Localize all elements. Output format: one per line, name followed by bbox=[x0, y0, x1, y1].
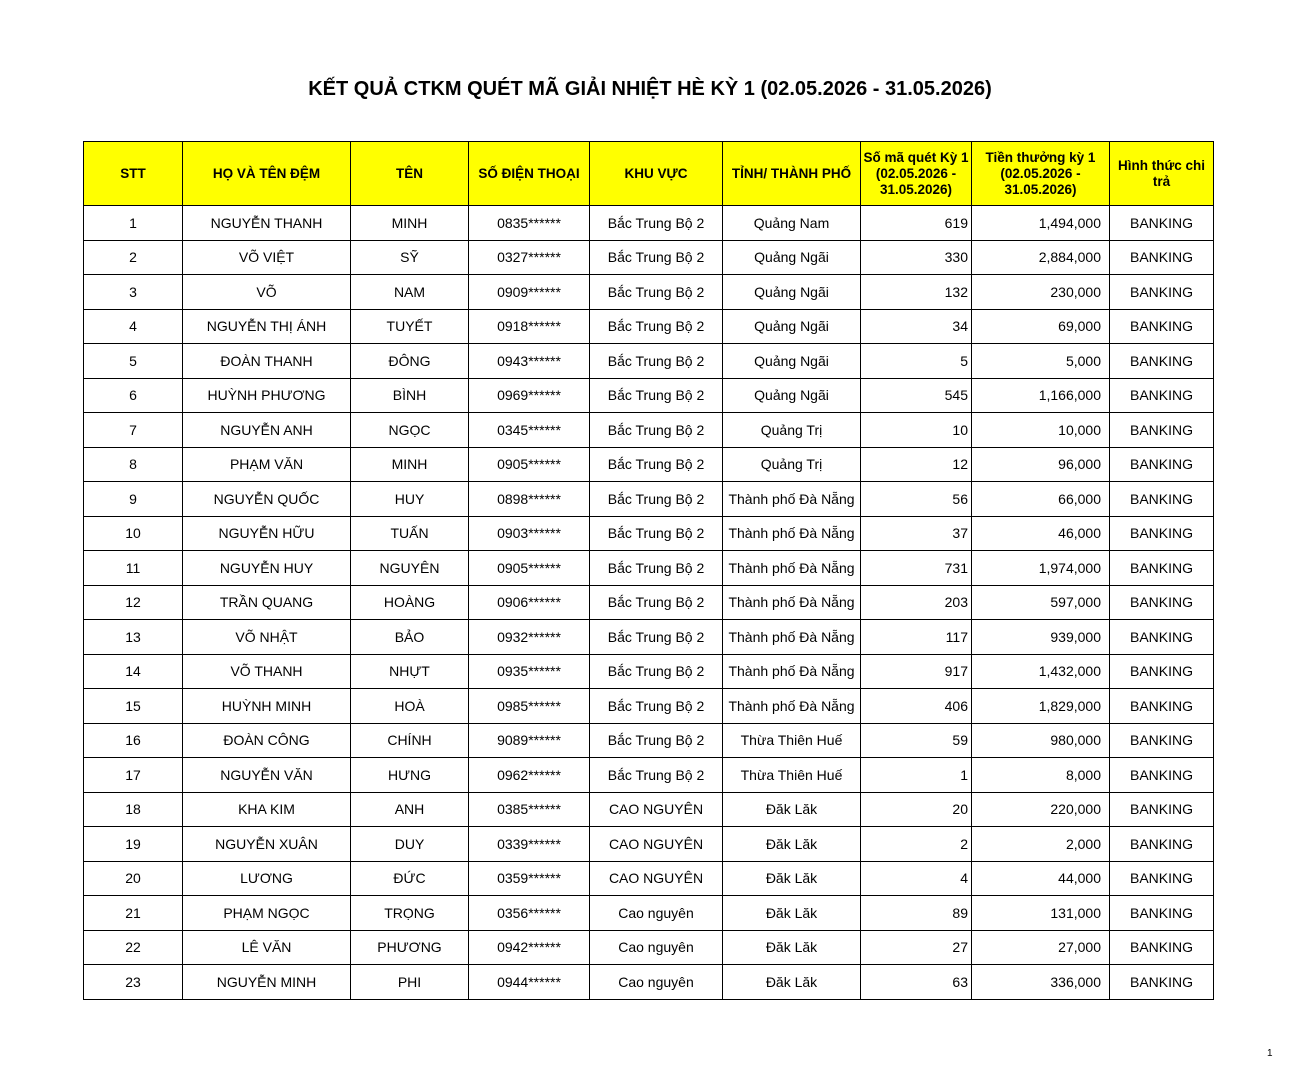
cell-khu-vuc: Bắc Trung Bộ 2 bbox=[590, 206, 723, 241]
header-row bbox=[84, 142, 1214, 206]
cell-khu-vuc: Bắc Trung Bộ 2 bbox=[590, 344, 723, 379]
cell-stt: 15 bbox=[84, 689, 183, 724]
cell-stt: 12 bbox=[84, 585, 183, 620]
cell-ten: NGỌC bbox=[351, 413, 469, 448]
cell-khu-vuc: Bắc Trung Bộ 2 bbox=[590, 654, 723, 689]
cell-tinh-thanh-pho: Đăk Lăk bbox=[723, 965, 861, 1000]
cell-so-dien-thoai: 0339****** bbox=[469, 827, 590, 862]
cell-so-dien-thoai: 0327****** bbox=[469, 240, 590, 275]
cell-tien-thuong: 220,000 bbox=[972, 792, 1110, 827]
table-row bbox=[84, 723, 1214, 758]
cell-so-dien-thoai: 0385****** bbox=[469, 792, 590, 827]
cell-so-ma-quet: 917 bbox=[861, 654, 972, 689]
cell-stt: 18 bbox=[84, 792, 183, 827]
cell-ten: PHƯƠNG bbox=[351, 930, 469, 965]
cell-so-ma-quet: 5 bbox=[861, 344, 972, 379]
cell-ho-ten-dem: HUỲNH MINH bbox=[183, 689, 351, 724]
cell-so-ma-quet: 619 bbox=[861, 206, 972, 241]
cell-tien-thuong: 939,000 bbox=[972, 620, 1110, 655]
cell-tien-thuong: 2,000 bbox=[972, 827, 1110, 862]
cell-khu-vuc: Cao nguyên bbox=[590, 930, 723, 965]
cell-so-dien-thoai: 0944****** bbox=[469, 965, 590, 1000]
cell-ho-ten-dem: TRẦN QUANG bbox=[183, 585, 351, 620]
cell-khu-vuc: Bắc Trung Bộ 2 bbox=[590, 482, 723, 517]
cell-ten: PHI bbox=[351, 965, 469, 1000]
cell-tinh-thanh-pho: Thành phố Đà Nẵng bbox=[723, 689, 861, 724]
cell-stt: 8 bbox=[84, 447, 183, 482]
cell-khu-vuc: Bắc Trung Bộ 2 bbox=[590, 516, 723, 551]
cell-so-ma-quet: 12 bbox=[861, 447, 972, 482]
cell-hinh-thuc-chi-tra: BANKING bbox=[1110, 965, 1214, 1000]
cell-so-ma-quet: 37 bbox=[861, 516, 972, 551]
cell-khu-vuc: Bắc Trung Bộ 2 bbox=[590, 275, 723, 310]
cell-ten: TUẤN bbox=[351, 516, 469, 551]
cell-tinh-thanh-pho: Thành phố Đà Nẵng bbox=[723, 585, 861, 620]
cell-so-ma-quet: 132 bbox=[861, 275, 972, 310]
cell-tinh-thanh-pho: Quảng Ngãi bbox=[723, 240, 861, 275]
table-row bbox=[84, 896, 1214, 931]
cell-tinh-thanh-pho: Thành phố Đà Nẵng bbox=[723, 654, 861, 689]
col-header-ten: TÊN bbox=[351, 142, 469, 206]
cell-hinh-thuc-chi-tra: BANKING bbox=[1110, 827, 1214, 862]
table-row bbox=[84, 482, 1214, 517]
cell-so-ma-quet: 34 bbox=[861, 309, 972, 344]
cell-tinh-thanh-pho: Đăk Lăk bbox=[723, 861, 861, 896]
cell-hinh-thuc-chi-tra: BANKING bbox=[1110, 896, 1214, 931]
cell-tien-thuong: 96,000 bbox=[972, 447, 1110, 482]
table-row bbox=[84, 240, 1214, 275]
cell-tinh-thanh-pho: Quảng Ngãi bbox=[723, 378, 861, 413]
cell-ho-ten-dem: VÕ THANH bbox=[183, 654, 351, 689]
cell-so-ma-quet: 20 bbox=[861, 792, 972, 827]
table-row bbox=[84, 309, 1214, 344]
col-header-hinh-thuc-chi-tra: Hình thức chi trả bbox=[1110, 142, 1214, 206]
cell-tien-thuong: 230,000 bbox=[972, 275, 1110, 310]
cell-hinh-thuc-chi-tra: BANKING bbox=[1110, 723, 1214, 758]
cell-tinh-thanh-pho: Quảng Trị bbox=[723, 413, 861, 448]
cell-ho-ten-dem: VÕ NHẬT bbox=[183, 620, 351, 655]
cell-stt: 13 bbox=[84, 620, 183, 655]
cell-ten: BẢO bbox=[351, 620, 469, 655]
cell-ten: TRỌNG bbox=[351, 896, 469, 931]
cell-ho-ten-dem: HUỲNH PHƯƠNG bbox=[183, 378, 351, 413]
col-header-tien-thuong-line1: Tiền thưởng kỳ 1 bbox=[985, 149, 1096, 165]
cell-khu-vuc: Bắc Trung Bộ 2 bbox=[590, 551, 723, 586]
cell-so-ma-quet: 27 bbox=[861, 930, 972, 965]
cell-ten: HOÀNG bbox=[351, 585, 469, 620]
cell-ho-ten-dem: NGUYỄN HUY bbox=[183, 551, 351, 586]
cell-ten: BÌNH bbox=[351, 378, 469, 413]
table-row bbox=[84, 551, 1214, 586]
cell-so-ma-quet: 545 bbox=[861, 378, 972, 413]
cell-ten: HOÀ bbox=[351, 689, 469, 724]
cell-stt: 22 bbox=[84, 930, 183, 965]
cell-so-dien-thoai: 0903****** bbox=[469, 516, 590, 551]
cell-stt: 5 bbox=[84, 344, 183, 379]
cell-hinh-thuc-chi-tra: BANKING bbox=[1110, 551, 1214, 586]
cell-tinh-thanh-pho: Thành phố Đà Nẵng bbox=[723, 516, 861, 551]
cell-ho-ten-dem: LƯƠNG bbox=[183, 861, 351, 896]
cell-tien-thuong: 1,166,000 bbox=[972, 378, 1110, 413]
cell-ho-ten-dem: KHA KIM bbox=[183, 792, 351, 827]
cell-khu-vuc: Cao nguyên bbox=[590, 896, 723, 931]
cell-tien-thuong: 1,494,000 bbox=[972, 206, 1110, 241]
cell-so-ma-quet: 117 bbox=[861, 620, 972, 655]
cell-so-dien-thoai: 0943****** bbox=[469, 344, 590, 379]
cell-tien-thuong: 597,000 bbox=[972, 585, 1110, 620]
cell-khu-vuc: Bắc Trung Bộ 2 bbox=[590, 240, 723, 275]
cell-so-ma-quet: 56 bbox=[861, 482, 972, 517]
cell-stt: 9 bbox=[84, 482, 183, 517]
cell-tinh-thanh-pho: Quảng Ngãi bbox=[723, 344, 861, 379]
table-row bbox=[84, 654, 1214, 689]
cell-hinh-thuc-chi-tra: BANKING bbox=[1110, 240, 1214, 275]
table-row bbox=[84, 344, 1214, 379]
cell-hinh-thuc-chi-tra: BANKING bbox=[1110, 516, 1214, 551]
cell-hinh-thuc-chi-tra: BANKING bbox=[1110, 585, 1214, 620]
cell-ho-ten-dem: NGUYỄN MINH bbox=[183, 965, 351, 1000]
cell-so-ma-quet: 59 bbox=[861, 723, 972, 758]
cell-so-dien-thoai: 0935****** bbox=[469, 654, 590, 689]
cell-tinh-thanh-pho: Quảng Nam bbox=[723, 206, 861, 241]
table-row bbox=[84, 758, 1214, 793]
cell-hinh-thuc-chi-tra: BANKING bbox=[1110, 620, 1214, 655]
cell-so-dien-thoai: 0969****** bbox=[469, 378, 590, 413]
col-header-so-ma-quet-line2: (02.05.2026 - 31.05.2026) bbox=[875, 165, 957, 197]
cell-ho-ten-dem: PHẠM NGỌC bbox=[183, 896, 351, 931]
cell-ho-ten-dem: NGUYỄN VĂN bbox=[183, 758, 351, 793]
cell-stt: 3 bbox=[84, 275, 183, 310]
cell-hinh-thuc-chi-tra: BANKING bbox=[1110, 344, 1214, 379]
cell-tien-thuong: 336,000 bbox=[972, 965, 1110, 1000]
cell-so-ma-quet: 731 bbox=[861, 551, 972, 586]
table-row bbox=[84, 413, 1214, 448]
cell-so-dien-thoai: 0942****** bbox=[469, 930, 590, 965]
cell-so-dien-thoai: 0359****** bbox=[469, 861, 590, 896]
cell-ten: TUYẾT bbox=[351, 309, 469, 344]
col-header-khu-vuc: KHU VỰC bbox=[590, 142, 723, 206]
cell-ho-ten-dem: NGUYỄN HỮU bbox=[183, 516, 351, 551]
table-row bbox=[84, 585, 1214, 620]
cell-ten: ĐỨC bbox=[351, 861, 469, 896]
page-number: 1 bbox=[1267, 1048, 1273, 1059]
col-header-tien-thuong-line2: (02.05.2026 - 31.05.2026) bbox=[1000, 165, 1081, 197]
col-header-so-ma-quet bbox=[861, 142, 972, 206]
cell-stt: 17 bbox=[84, 758, 183, 793]
table-row bbox=[84, 275, 1214, 310]
cell-ten: MINH bbox=[351, 206, 469, 241]
col-header-so-ma-quet-line1: Số mã quét Kỳ 1 bbox=[863, 149, 969, 165]
cell-hinh-thuc-chi-tra: BANKING bbox=[1110, 689, 1214, 724]
cell-khu-vuc: Bắc Trung Bộ 2 bbox=[590, 309, 723, 344]
cell-hinh-thuc-chi-tra: BANKING bbox=[1110, 861, 1214, 896]
cell-tien-thuong: 1,974,000 bbox=[972, 551, 1110, 586]
cell-so-dien-thoai: 0905****** bbox=[469, 551, 590, 586]
cell-tien-thuong: 5,000 bbox=[972, 344, 1110, 379]
col-header-stt: STT bbox=[84, 142, 183, 206]
col-header-tien-thuong bbox=[972, 142, 1110, 206]
cell-tinh-thanh-pho: Đăk Lăk bbox=[723, 896, 861, 931]
table-row bbox=[84, 827, 1214, 862]
cell-so-dien-thoai: 0909****** bbox=[469, 275, 590, 310]
cell-hinh-thuc-chi-tra: BANKING bbox=[1110, 378, 1214, 413]
cell-stt: 1 bbox=[84, 206, 183, 241]
col-header-ho-ten-dem: HỌ VÀ TÊN ĐỆM bbox=[183, 142, 351, 206]
cell-ho-ten-dem: PHẠM VĂN bbox=[183, 447, 351, 482]
cell-tinh-thanh-pho: Thành phố Đà Nẵng bbox=[723, 620, 861, 655]
cell-tinh-thanh-pho: Thừa Thiên Huế bbox=[723, 758, 861, 793]
table-row bbox=[84, 206, 1214, 241]
cell-ho-ten-dem: NGUYỄN ANH bbox=[183, 413, 351, 448]
cell-stt: 10 bbox=[84, 516, 183, 551]
table-row bbox=[84, 861, 1214, 896]
cell-so-ma-quet: 2 bbox=[861, 827, 972, 862]
cell-stt: 4 bbox=[84, 309, 183, 344]
cell-hinh-thuc-chi-tra: BANKING bbox=[1110, 275, 1214, 310]
cell-stt: 23 bbox=[84, 965, 183, 1000]
cell-khu-vuc: Bắc Trung Bộ 2 bbox=[590, 413, 723, 448]
cell-so-dien-thoai: 0932****** bbox=[469, 620, 590, 655]
cell-khu-vuc: Bắc Trung Bộ 2 bbox=[590, 758, 723, 793]
cell-stt: 14 bbox=[84, 654, 183, 689]
cell-so-dien-thoai: 0918****** bbox=[469, 309, 590, 344]
cell-ten: ANH bbox=[351, 792, 469, 827]
cell-so-dien-thoai: 0356****** bbox=[469, 896, 590, 931]
cell-khu-vuc: Bắc Trung Bộ 2 bbox=[590, 447, 723, 482]
cell-so-dien-thoai: 0985****** bbox=[469, 689, 590, 724]
cell-ten: CHÍNH bbox=[351, 723, 469, 758]
col-header-so-dien-thoai: SỐ ĐIỆN THOẠI bbox=[469, 142, 590, 206]
cell-ho-ten-dem: ĐOÀN THANH bbox=[183, 344, 351, 379]
cell-hinh-thuc-chi-tra: BANKING bbox=[1110, 413, 1214, 448]
cell-tinh-thanh-pho: Thành phố Đà Nẵng bbox=[723, 551, 861, 586]
cell-ho-ten-dem: NGUYỄN XUÂN bbox=[183, 827, 351, 862]
cell-stt: 7 bbox=[84, 413, 183, 448]
cell-hinh-thuc-chi-tra: BANKING bbox=[1110, 930, 1214, 965]
cell-khu-vuc: Bắc Trung Bộ 2 bbox=[590, 723, 723, 758]
cell-ten: NGUYÊN bbox=[351, 551, 469, 586]
cell-so-dien-thoai: 0898****** bbox=[469, 482, 590, 517]
cell-so-ma-quet: 63 bbox=[861, 965, 972, 1000]
cell-tien-thuong: 66,000 bbox=[972, 482, 1110, 517]
cell-tien-thuong: 46,000 bbox=[972, 516, 1110, 551]
cell-so-ma-quet: 10 bbox=[861, 413, 972, 448]
cell-tinh-thanh-pho: Quảng Trị bbox=[723, 447, 861, 482]
cell-ten: HƯNG bbox=[351, 758, 469, 793]
cell-khu-vuc: CAO NGUYÊN bbox=[590, 792, 723, 827]
table-row bbox=[84, 447, 1214, 482]
table-row bbox=[84, 378, 1214, 413]
cell-hinh-thuc-chi-tra: BANKING bbox=[1110, 206, 1214, 241]
cell-tinh-thanh-pho: Đăk Lăk bbox=[723, 827, 861, 862]
cell-stt: 19 bbox=[84, 827, 183, 862]
cell-stt: 21 bbox=[84, 896, 183, 931]
cell-tinh-thanh-pho: Thành phố Đà Nẵng bbox=[723, 482, 861, 517]
cell-khu-vuc: Bắc Trung Bộ 2 bbox=[590, 620, 723, 655]
cell-hinh-thuc-chi-tra: BANKING bbox=[1110, 792, 1214, 827]
cell-so-dien-thoai: 0906****** bbox=[469, 585, 590, 620]
table-row bbox=[84, 689, 1214, 724]
cell-tien-thuong: 1,432,000 bbox=[972, 654, 1110, 689]
cell-tien-thuong: 10,000 bbox=[972, 413, 1110, 448]
cell-stt: 11 bbox=[84, 551, 183, 586]
cell-ho-ten-dem: LÊ VĂN bbox=[183, 930, 351, 965]
table-row bbox=[84, 516, 1214, 551]
cell-stt: 20 bbox=[84, 861, 183, 896]
table-row bbox=[84, 792, 1214, 827]
table-row bbox=[84, 620, 1214, 655]
cell-ten: NAM bbox=[351, 275, 469, 310]
cell-ho-ten-dem: VÕ bbox=[183, 275, 351, 310]
cell-so-ma-quet: 406 bbox=[861, 689, 972, 724]
cell-tien-thuong: 1,829,000 bbox=[972, 689, 1110, 724]
cell-tien-thuong: 27,000 bbox=[972, 930, 1110, 965]
cell-tien-thuong: 44,000 bbox=[972, 861, 1110, 896]
cell-ten: MINH bbox=[351, 447, 469, 482]
cell-tinh-thanh-pho: Thừa Thiên Huế bbox=[723, 723, 861, 758]
cell-stt: 16 bbox=[84, 723, 183, 758]
table-body bbox=[84, 206, 1214, 1000]
page-title: KẾT QUẢ CTKM QUÉT MÃ GIẢI NHIỆT HÈ KỲ 1 (02.05.2026 - 31.05.2026) bbox=[308, 78, 992, 100]
cell-tien-thuong: 69,000 bbox=[972, 309, 1110, 344]
cell-so-ma-quet: 203 bbox=[861, 585, 972, 620]
cell-hinh-thuc-chi-tra: BANKING bbox=[1110, 758, 1214, 793]
results-table bbox=[83, 141, 1214, 1000]
cell-ten: DUY bbox=[351, 827, 469, 862]
col-header-tinh-thanh-pho: TỈNH/ THÀNH PHỐ bbox=[723, 142, 861, 206]
cell-khu-vuc: Cao nguyên bbox=[590, 965, 723, 1000]
cell-hinh-thuc-chi-tra: BANKING bbox=[1110, 654, 1214, 689]
cell-tien-thuong: 8,000 bbox=[972, 758, 1110, 793]
cell-ho-ten-dem: VÕ VIỆT bbox=[183, 240, 351, 275]
cell-hinh-thuc-chi-tra: BANKING bbox=[1110, 309, 1214, 344]
cell-khu-vuc: CAO NGUYÊN bbox=[590, 827, 723, 862]
cell-ten: NHỰT bbox=[351, 654, 469, 689]
cell-khu-vuc: Bắc Trung Bộ 2 bbox=[590, 585, 723, 620]
cell-so-ma-quet: 330 bbox=[861, 240, 972, 275]
cell-ho-ten-dem: NGUYỄN THANH bbox=[183, 206, 351, 241]
cell-khu-vuc: CAO NGUYÊN bbox=[590, 861, 723, 896]
cell-tinh-thanh-pho: Quảng Ngãi bbox=[723, 275, 861, 310]
cell-khu-vuc: Bắc Trung Bộ 2 bbox=[590, 378, 723, 413]
cell-ten: HUY bbox=[351, 482, 469, 517]
cell-so-ma-quet: 1 bbox=[861, 758, 972, 793]
cell-ho-ten-dem: NGUYỄN THỊ ÁNH bbox=[183, 309, 351, 344]
cell-tien-thuong: 2,884,000 bbox=[972, 240, 1110, 275]
cell-stt: 6 bbox=[84, 378, 183, 413]
cell-so-dien-thoai: 0835****** bbox=[469, 206, 590, 241]
cell-ho-ten-dem: NGUYỄN QUỐC bbox=[183, 482, 351, 517]
cell-ten: SỸ bbox=[351, 240, 469, 275]
cell-hinh-thuc-chi-tra: BANKING bbox=[1110, 447, 1214, 482]
cell-so-dien-thoai: 9089****** bbox=[469, 723, 590, 758]
cell-tien-thuong: 980,000 bbox=[972, 723, 1110, 758]
cell-so-ma-quet: 4 bbox=[861, 861, 972, 896]
cell-ho-ten-dem: ĐOÀN CÔNG bbox=[183, 723, 351, 758]
cell-khu-vuc: Bắc Trung Bộ 2 bbox=[590, 689, 723, 724]
cell-so-dien-thoai: 0962****** bbox=[469, 758, 590, 793]
cell-tinh-thanh-pho: Đăk Lăk bbox=[723, 792, 861, 827]
cell-ten: ĐÔNG bbox=[351, 344, 469, 379]
cell-hinh-thuc-chi-tra: BANKING bbox=[1110, 482, 1214, 517]
cell-so-ma-quet: 89 bbox=[861, 896, 972, 931]
cell-so-dien-thoai: 0905****** bbox=[469, 447, 590, 482]
table-row bbox=[84, 965, 1214, 1000]
cell-stt: 2 bbox=[84, 240, 183, 275]
cell-so-dien-thoai: 0345****** bbox=[469, 413, 590, 448]
cell-tinh-thanh-pho: Đăk Lăk bbox=[723, 930, 861, 965]
table-row bbox=[84, 930, 1214, 965]
cell-tinh-thanh-pho: Quảng Ngãi bbox=[723, 309, 861, 344]
cell-tien-thuong: 131,000 bbox=[972, 896, 1110, 931]
